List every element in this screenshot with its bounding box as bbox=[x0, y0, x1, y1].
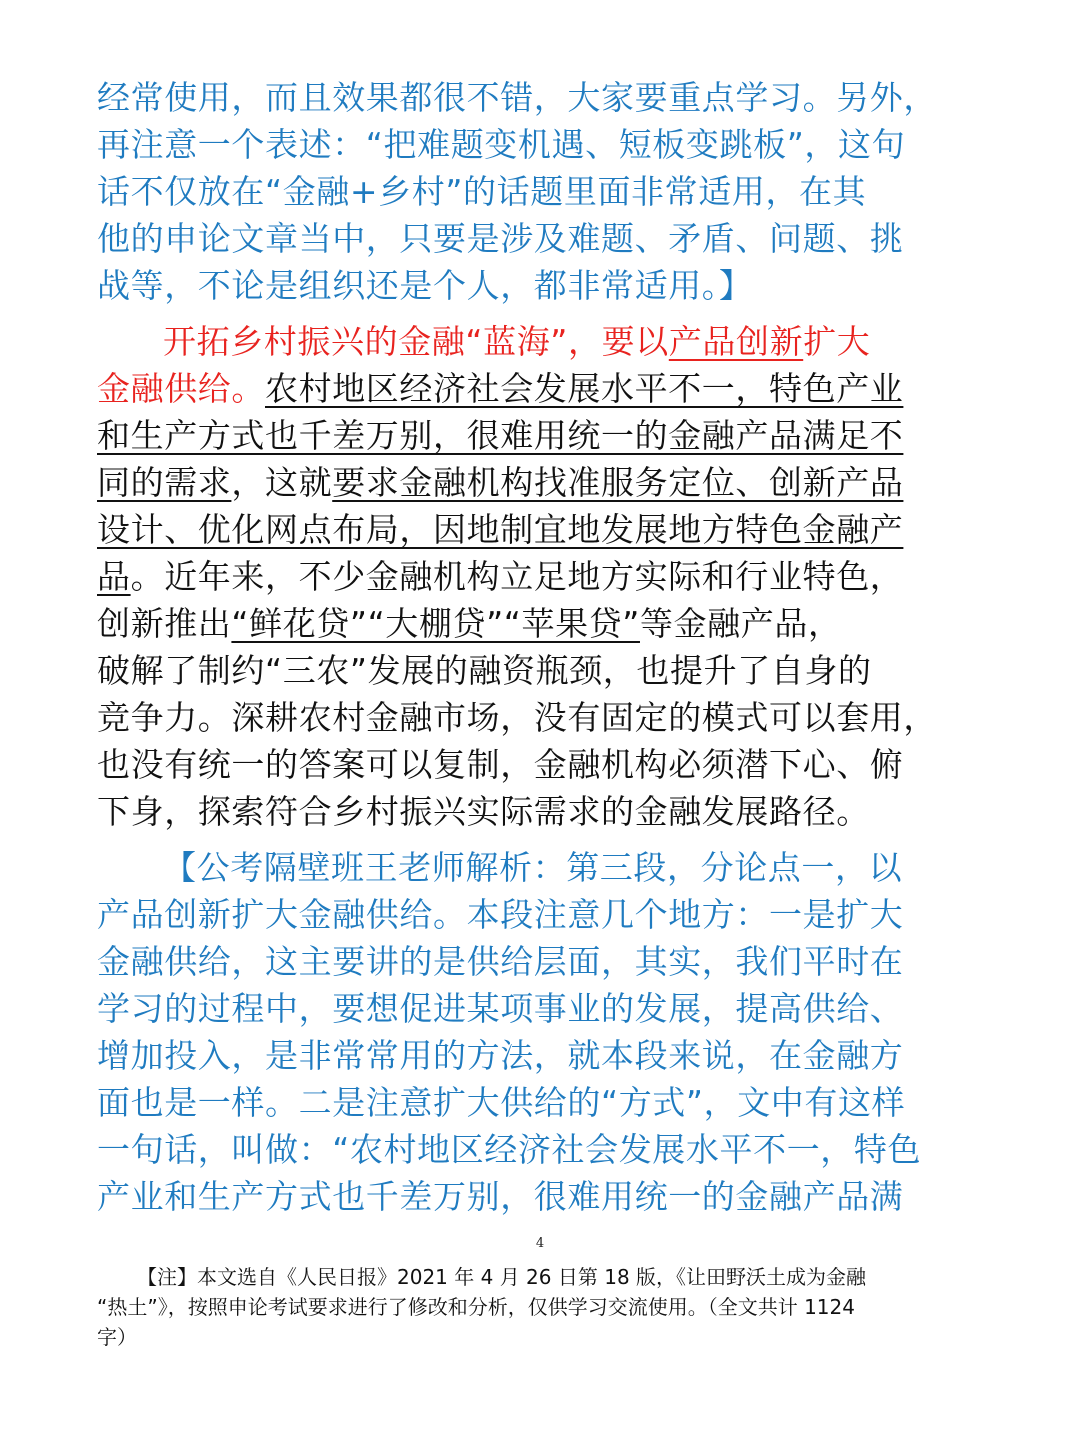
body-text: 等金融产品， bbox=[639, 604, 842, 643]
underlined-text: 农村地区经济社会发展水平不一，特色产业 bbox=[265, 369, 904, 408]
underlined-text: 同的需求 bbox=[97, 463, 232, 502]
topic-keyword: 产品创新 bbox=[668, 322, 804, 361]
analysis-line: 增加投入，是非常常用的方法，就本段来说，在金融方 bbox=[97, 1036, 904, 1075]
paragraph-line: 下身，探索符合乡村振兴实际需求的金融发展路径。 bbox=[97, 792, 870, 831]
body-text: 。近年来，不少金融机构立足地方实际和行业特色， bbox=[130, 557, 904, 596]
paragraph-line bbox=[97, 365, 987, 412]
analysis-line: 【公考隔壁班王老师解析：第三段，分论点一，以 bbox=[163, 848, 903, 887]
analysis-line: 面也是一样。二是注意扩大供给的“方式”，文中有这样 bbox=[97, 1083, 906, 1122]
paragraph-line: 破解了制约“三农”发展的融资瓶颈，也提升了自身的 bbox=[97, 651, 872, 690]
paragraph-line bbox=[97, 459, 987, 506]
underlined-text: 和生产方式也千差万别，很难用统一的金融产品满足不 bbox=[97, 416, 904, 455]
analysis-line: 话不仅放在“金融+乡村”的话题里面非常适用，在其 bbox=[97, 172, 867, 211]
underlined-text: 设计、优化网点布局，因地制宜地发展地方特色金融产 bbox=[97, 510, 904, 549]
topic-sentence: 扩大 bbox=[803, 322, 871, 361]
analysis-line: 金融供给，这主要讲的是供给层面，其实，我们平时在 bbox=[97, 942, 904, 981]
footnote-line: 字） bbox=[97, 1325, 137, 1349]
underlined-text: 要求金融机构找准服务定位、创新产品 bbox=[332, 463, 904, 502]
analysis-line: 一句话，叫做：“农村地区经济社会发展水平不一，特色 bbox=[97, 1130, 922, 1169]
paragraph-line bbox=[97, 553, 987, 600]
footnote-line: “热土”》，按照申论考试要求进行了修改和分析，仅供学习交流使用。（全文共计 1124 bbox=[97, 1295, 855, 1319]
body-text: 创新推出 bbox=[97, 604, 232, 643]
topic-sentence: 金融供给。 bbox=[97, 369, 265, 408]
analysis-continuation bbox=[97, 74, 987, 309]
paragraph-line bbox=[97, 318, 987, 365]
paragraph-line: 也没有统一的答案可以复制，金融机构必须潜下心、俯 bbox=[97, 745, 904, 784]
underlined-text: “鲜花贷”“大棚贷”“苹果贷” bbox=[231, 604, 640, 643]
body-paragraph bbox=[97, 318, 987, 835]
underlined-text: 品 bbox=[97, 557, 131, 596]
paragraph-line bbox=[97, 506, 987, 553]
analysis-line: 他的申论文章当中，只要是涉及难题、矛盾、问题、挑 bbox=[97, 219, 904, 258]
footnote-line: 【注】本文选自《人民日报》2021 年 4 月 26 日第 18 版，《让田野沃土成为金融 bbox=[137, 1265, 867, 1289]
analysis-line: 经常使用，而且效果都很不错，大家要重点学习。另外， bbox=[97, 78, 937, 117]
analysis-line: 产业和生产方式也千差万别，很难用统一的金融产品满 bbox=[97, 1177, 904, 1216]
body-text: ，这就 bbox=[231, 463, 333, 502]
paragraph-line bbox=[97, 600, 987, 647]
analysis-line: 再注意一个表述：“把难题变机遇、短板变跳板”，这句 bbox=[97, 125, 906, 164]
analysis-paragraph bbox=[97, 844, 987, 1220]
topic-sentence: 开拓乡村振兴的金融“蓝海”，要以 bbox=[163, 322, 669, 361]
analysis-line: 战等，不论是组织还是个人，都非常适用。】 bbox=[97, 266, 753, 305]
analysis-line: 学习的过程中，要想促进某项事业的发展，提高供给、 bbox=[97, 989, 904, 1028]
paragraph-line: 竞争力。深耕农村金融市场，没有固定的模式可以套用， bbox=[97, 698, 937, 737]
analysis-line: 产品创新扩大金融供给。本段注意几个地方：一是扩大 bbox=[97, 895, 904, 934]
paragraph-line bbox=[97, 412, 987, 459]
footnote bbox=[97, 1262, 997, 1352]
page-number: 4 bbox=[535, 1236, 545, 1251]
